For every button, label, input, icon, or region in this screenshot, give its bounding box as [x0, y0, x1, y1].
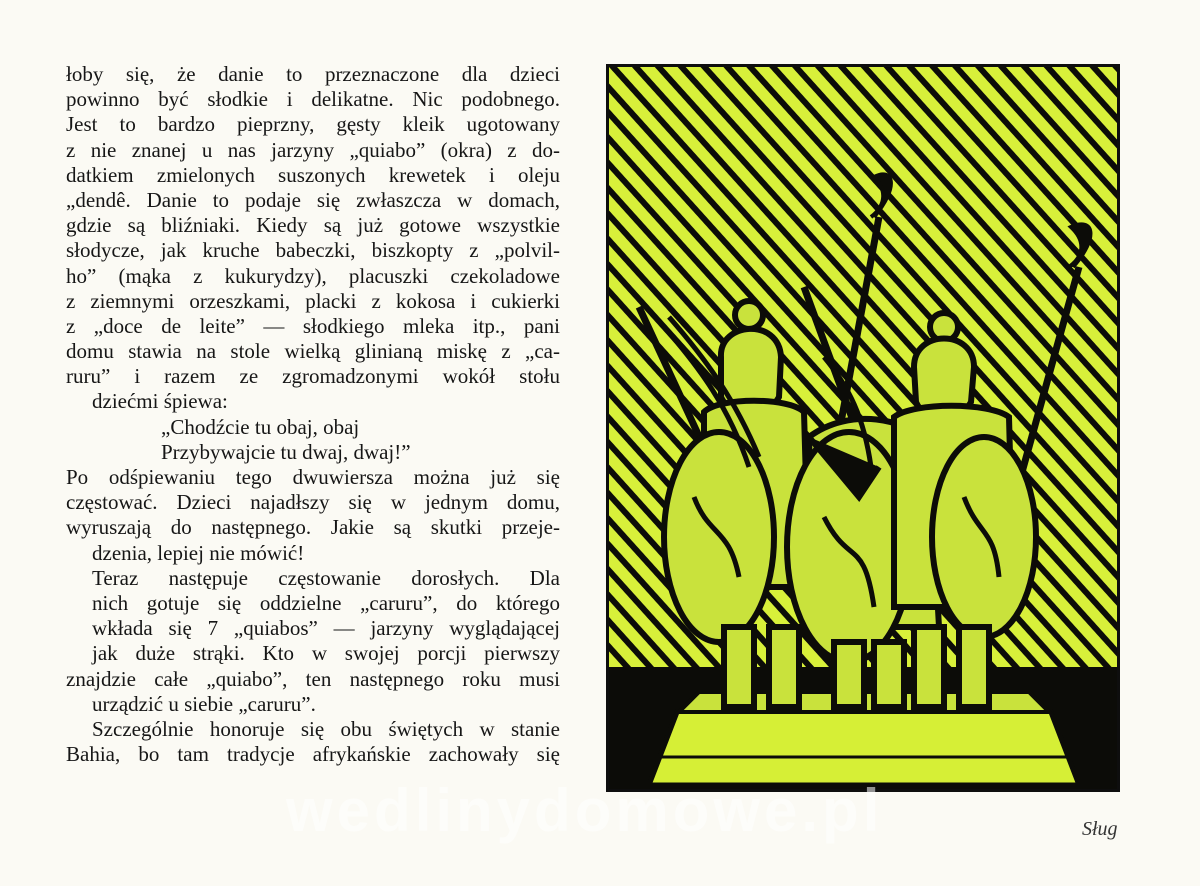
text-line: z ziemnymi orzeszkami, placki z kokosa i cukierki	[66, 288, 560, 313]
text-line: datkiem zmielonych suszonych krewetek i oleju	[66, 162, 560, 187]
text-line: Bahia, bo tam tradycje afrykańskie zachowały się	[66, 742, 560, 767]
watermark: wedlinydomowe.pl	[286, 777, 884, 844]
text-line: słodycze, jak kruche babeczki, biszkopty z „polvil-	[66, 238, 560, 263]
warriors-illustration	[609, 67, 1117, 789]
text-line: domu stawia na stole wielką glinianą miskę z „ca-	[66, 339, 560, 364]
text-line: Jest to bardzo pieprzny, gęsty kleik ugotowany	[66, 112, 560, 137]
text-line: znajdzie całe „quiabo”, ten następnego roku musi	[66, 666, 560, 691]
text-line: ho” (mąka z kukurydzy), placuszki czekoladowe	[66, 263, 560, 288]
text-line: powinno być słodkie i delikatne. Nic podobnego.	[66, 87, 560, 112]
text-line: ruru” i razem ze zgromadzonymi wokół stołu	[66, 364, 560, 389]
text-line: gdzie są bliźniaki. Kiedy są już gotowe wszystkie	[66, 213, 560, 238]
text-line: jak duże strąki. Kto w swojej porcji pierwszy	[92, 641, 560, 666]
text-line: „dendê. Danie to podaje się zwłaszcza w domach,	[66, 187, 560, 212]
text-line: Teraz następuje częstowanie dorosłych. Dla	[92, 565, 560, 590]
text-line: dziećmi śpiewa:	[92, 389, 228, 414]
text-line: „Chodźcie tu obaj, obaj	[161, 414, 360, 439]
text-line: urządzić u siebie „caruru”.	[92, 691, 316, 716]
illustration	[606, 64, 1120, 792]
text-line: z nie znanej u nas jarzyny „quiabo” (okra) z do-	[66, 137, 560, 162]
text-line: z „doce de leite” — słodkiego mleka itp., pani	[66, 313, 560, 338]
signature: Sług	[1082, 818, 1118, 840]
text-line: wyruszają do następnego. Jakie są skutki przeje-	[66, 515, 560, 540]
text-line: nich gotuje się oddzielne „caruru”, do którego	[92, 590, 560, 615]
text-line: Po odśpiewaniu tego dwuwiersza można już się	[66, 465, 560, 489]
text-line: dzenia, lepiej nie mówić!	[92, 540, 305, 565]
text-line: wkłada się 7 „quiabos” — jarzyny wyglądającej	[92, 616, 560, 641]
text-line: łoby się, że danie to przeznaczone dla dzieci	[66, 62, 560, 86]
text-line: częstować. Dzieci najadłszy się w jednym domu,	[66, 490, 560, 515]
body-text	[66, 62, 560, 767]
text-line: Przybywajcie tu dwaj, dwaj!”	[161, 439, 411, 464]
text-line: Szczególnie honoruje się obu świętych w stanie	[92, 716, 560, 741]
